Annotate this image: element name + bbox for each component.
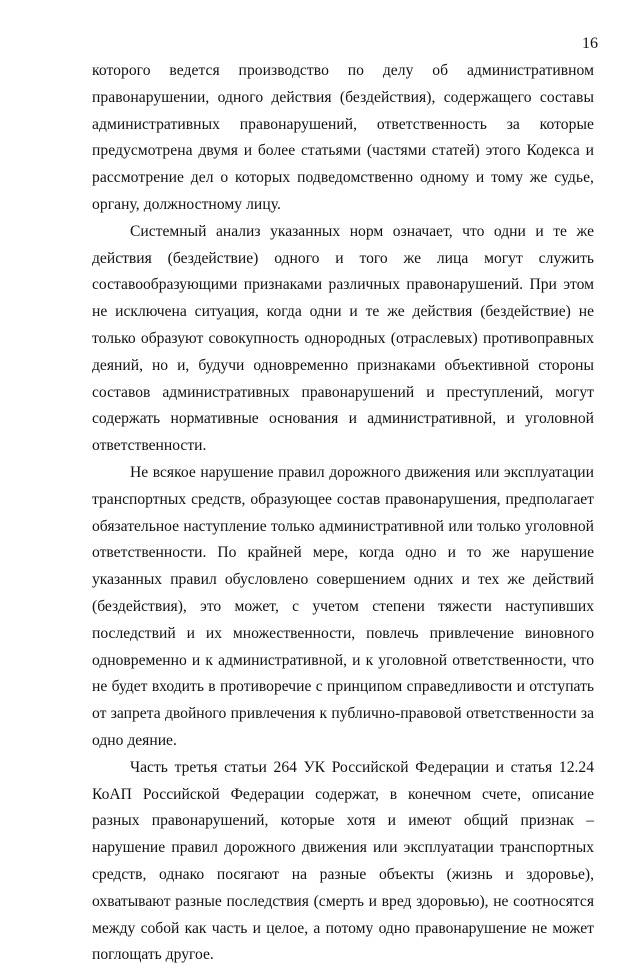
paragraph-traffic-violation: Не всякое нарушение правил дорожного движения или эксплуатации транспортных средств, образующее состав правонарушения, предполагает обязательное наступление только административной или только уголовной ответственности. По крайней мере, когда одно и то же нарушение указанных правил обусловлено совершением одних и тех же действий (бездействия), это может, с учетом степени тяжести наступивших последствий и их множественности, повлечь привлечение виновного одновременно и к административной, и к уголовной ответственности, что не будет входить в противоречие с принципом справедливости и отступать от запрета двойного привлечения к публично-правовой ответственности за одно деяние.: [92, 463, 594, 749]
paragraph-article-264: Часть третья статьи 264 УК Российской Федерации и статья 12.24 КоАП Российской Федерации содержат, в конечном счете, описание разных правонарушений, которые хотя и имеют общий признак – нарушение правил дорожного движения или эксплуатации транспортных средств, однако посягают на разные объекты (жизнь и здоровье), охватывают разные последствия (смерть и вред здоровью), не соотносятся между собой как часть и целое, а потому одно правонарушение не может поглощать другое.: [92, 758, 594, 964]
body-text: [92, 58, 594, 969]
page-number: 16: [582, 35, 598, 52]
paragraph-continuation: которого ведется производство по делу об административном правонарушении, одного действия (бездействия), содержащего составы административных правонарушений, ответственность за которые предусмотрена двумя и более статьями (частями статей) этого Кодекса и рассмотрение дел о которых подведомственно одному и тому же судье, органу, должностному лицу.: [92, 62, 594, 213]
paragraph-system-analysis: Системный анализ указанных норм означает, что одни и те же действия (бездействие) одного и того же лица могут служить составообразующими признаками различных правонарушений. При этом не исключена ситуация, когда одни и те же действия (бездействие) не только образуют совокупность однородных (отраслевых) противоправных деяний, но и, будучи одновременно признаками объективной стороны составов административных правонарушений и преступлений, могут содержать нормативные основания и административной, и уголовной ответственности.: [92, 222, 594, 455]
